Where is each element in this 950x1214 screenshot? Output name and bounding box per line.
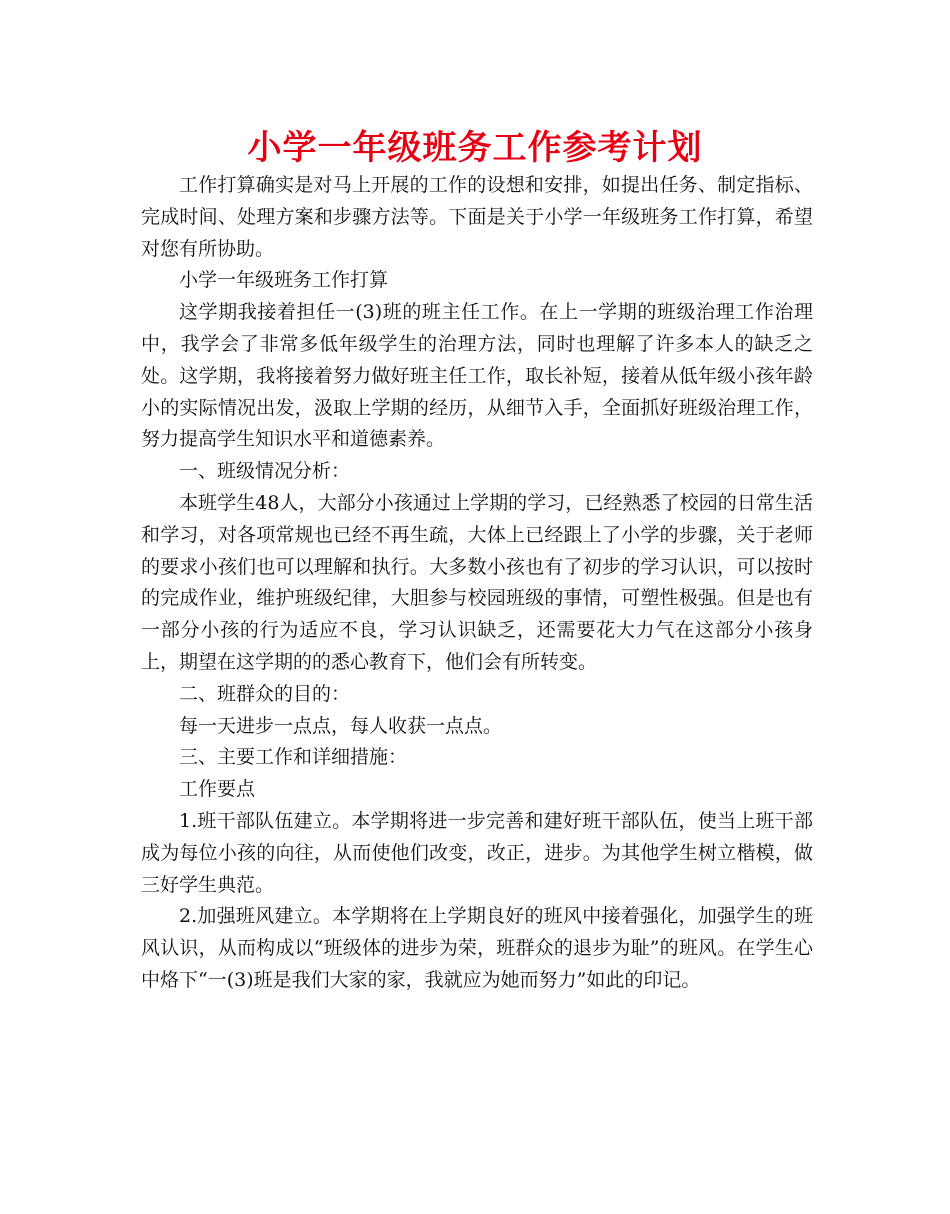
paragraph-overview: 这学期我接着担任一(3)班的班主任工作。在上一学期的班级治理工作治理中，我学会了非常多低年级学生的治理方法，同时也理解了许多本人的缺乏之处。这学期，我将接着努力做好班主任工作，取长补短，接着从低年级小孩年龄小的实际情况出发，汲取上学期的经历，从细节入手，全面抓好班级治理工作，努力提高学生知识水平和道德素养。 (141, 301, 813, 451)
paragraph-intro: 工作打算确实是对马上开展的工作的设想和安排，如提出任务、制定指标、完成时间、处理方案和步骤方法等。下面是关于小学一年级班务工作打算，希望对您有所协助。 (141, 174, 813, 260)
paragraph-work-point-1: 1.班干部队伍建立。本学期将进一步完善和建好班干部队伍，使当上班干部成为每位小孩的向往，从而使他们改变，改正，进步。为其他学生树立楷模，做三好学生典范。 (141, 809, 813, 896)
section-heading-main-work: 三、主要工作和详细措施： (179, 746, 408, 769)
paragraph-work-point-2: 2.加强班风建立。本学期将在上学期良好的班风中接着强化，加强学生的班风认识，从而构成以“班级体的进步为荣，班群众的退步为耻”的班风。在学生心中烙下“一(3)班是我们大家的家，我就应为她而努力”如此的印记。 (141, 905, 813, 991)
paragraph-work-points-heading: 工作要点 (179, 778, 256, 801)
paragraph-class-analysis: 本班学生48人，大部分小孩通过上学期的学习，已经熟悉了校园的日常生活和学习，对各项常规也已经不再生疏，大体上已经跟上了小学的步骤，关于老师的要求小孩们也可以理解和执行。大多数小孩也有了初步的学习认识，可以按时的完成作业，维护班级纪律，大胆参与校园班级的事情，可塑性极强。但是也有一部分小孩的行为适应不良，学习认识缺乏，还需要花大力气在这部分小孩身上，期望在这学期的的悉心教育下，他们会有所转变。 (141, 491, 813, 673)
document-title: 小学一年级班务工作参考计划 (247, 128, 703, 168)
paragraph-goal: 每一天进步一点点，每人收获一点点。 (179, 714, 503, 737)
section-heading-goal: 二、班群众的目的： (179, 682, 351, 705)
document-body (141, 170, 813, 997)
section-heading-class-analysis: 一、班级情况分析： (179, 460, 351, 483)
paragraph-subtitle: 小学一年级班务工作打算 (179, 269, 389, 292)
